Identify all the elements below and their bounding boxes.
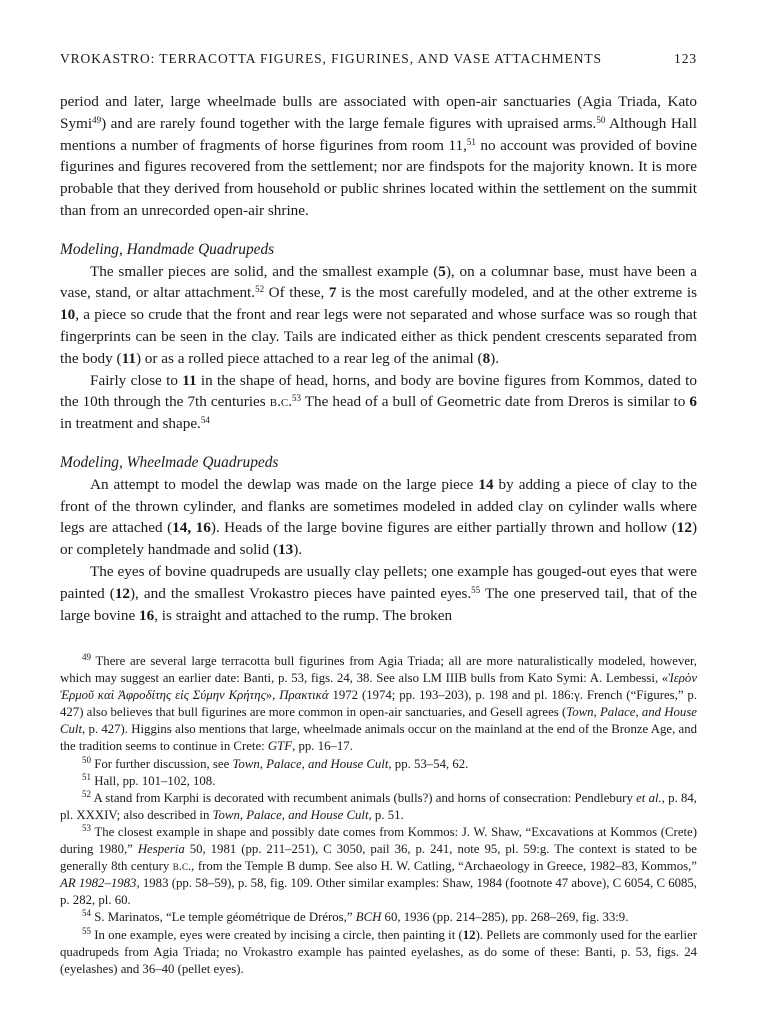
catalog-number: 7	[328, 284, 337, 302]
catalog-number: 14, 16	[172, 519, 211, 537]
citation-title: GTF	[267, 739, 293, 754]
text: 60, 1936 (pp. 214–285), pp. 268–269, fig. 33:9.	[381, 910, 629, 925]
text: In one example, eyes were created by incising a circle, then painting it (	[91, 927, 463, 942]
text: A stand from Karphi is decorated with recumbent animals (bulls?) and horns of consecration: Pendlebury	[91, 790, 637, 805]
text: The eyes of bovine quadrupeds are usually clay pellets; one example has gouged-out eyes that were painted (	[60, 562, 697, 602]
citation-title: Town, Palace, and House Cult	[60, 705, 697, 737]
text: no account was provided of bovine figurines and figures recovered from the settlement; nor are findspots for the majority known. It is more probable that they derived from household or public shrines located within the settlement on the summit than from an unrecorded open-air shrine.	[60, 136, 697, 219]
text: in the shape of head, horns, and body are bovine figures from Kommos, dated to the 10th through the 7th centuries	[60, 371, 697, 411]
catalog-number: 16	[139, 606, 155, 624]
page-body	[60, 50, 697, 626]
text: 1972 (1974; pp. 193–203), p. 198 and pl. 186:γ. French (“Figures,” p. 427) also believes that bull figurines are more common in open-air sanctuaries, and Gesell agrees (	[60, 688, 698, 720]
text: , 1983 (pp. 58–59), p. 58, fig. 109. Other similar examples: Shaw, 1984 (footnote 47 above), C 6054, C 6085, p. 282, pl. 60.	[60, 876, 697, 908]
text: Hall, pp. 101–102, 108.	[91, 773, 216, 788]
text: ), on a columnar base, must have been a vase, stand, or altar attachment.	[60, 262, 697, 302]
footnote-49	[60, 653, 697, 756]
text: Fairly close to	[90, 371, 183, 389]
text: in treatment and shape.	[60, 415, 201, 433]
footnote-number: 52	[82, 788, 91, 799]
text: ) or completely handmade and solid (	[60, 519, 697, 559]
text: ).	[293, 541, 303, 559]
text: »,	[265, 688, 280, 703]
text: , pp. 16–17.	[292, 739, 353, 754]
text: , a piece so crude that the front and rear legs were not separated and whose surface was so rough that fingerprints can be seen in the clay. Tails are indicated either as thick pendent crescents separated from the body (	[60, 306, 697, 367]
footnote-ref-52[interactable]: 52	[255, 284, 265, 295]
catalog-number: 10	[60, 306, 76, 324]
text: ).	[490, 349, 500, 367]
text: 50, 1981 (pp. 211–251), C 3050, pail 36, p. 241, note 95, pl. 59:g. The context is stated to be generally 8th century	[60, 842, 697, 874]
catalog-number: 12	[462, 927, 476, 942]
footnote-53	[60, 824, 697, 909]
catalog-number: 11	[121, 349, 136, 367]
page-number: 123	[674, 51, 697, 66]
footnote-54	[60, 909, 697, 926]
catalog-number: 12	[114, 584, 130, 602]
footnote-ref-53[interactable]: 53	[292, 393, 302, 404]
catalog-number: 11	[182, 371, 197, 389]
text: is the most carefully modeled, and at the other extreme is	[336, 284, 697, 302]
footnote-number: 53	[82, 822, 91, 833]
greek-journal: Πρακτικά	[279, 688, 329, 703]
text: , p. 51.	[368, 807, 404, 822]
catalog-number: 8	[482, 349, 491, 367]
running-title: VROKASTRO: TERRACOTTA FIGURES, FIGURINES, AND VASE ATTACHMENTS	[60, 51, 602, 66]
citation-title: Hesperia	[137, 842, 185, 857]
text: There are several large terracotta bull figurines from Agia Triada; all are more naturalistically modeled, however, which may suggest an earlier date: Banti, p. 53, figs. 24, 38. See also LM IIIB bulls from Kato Symi: A. Lembessi, «	[60, 654, 697, 686]
footnotes	[60, 653, 697, 978]
paragraph-5	[60, 561, 697, 626]
text: An attempt to model the dewlap was made on the large piece	[90, 475, 479, 493]
text: Although Hall mentions a number of fragments of horse figurines from room 11,	[60, 114, 697, 154]
catalog-number: 12	[676, 519, 692, 537]
section-heading-handmade: Modeling, Handmade Quadrupeds	[60, 240, 275, 258]
catalog-number: 13	[278, 541, 294, 559]
text: ). Pellets are commonly used for the earlier quadrupeds from Agia Triada; no Vrokastro example has painted eyelashes, as do some of these: Banti, p. 53, figs. 24 (eyelashes) and 36–40 (pellet eyes).	[60, 927, 697, 976]
footnote-55	[60, 927, 697, 978]
text: , p. 84, pl. XXXIV; also described in	[60, 790, 698, 822]
footnote-number: 54	[82, 908, 91, 919]
paragraph-2	[60, 261, 697, 370]
text: , pp. 53–54, 62.	[388, 756, 469, 771]
text: ) or as a rolled piece attached to a rear leg of the animal (	[135, 349, 483, 367]
citation-title: Town, Palace, and House Cult	[212, 807, 369, 822]
footnote-ref-55[interactable]: 55	[471, 584, 481, 595]
footnote-50	[60, 756, 697, 773]
text: ) and are rarely found together with the large female figures with upraised arms.	[101, 114, 597, 132]
era-abbreviation: b.c.	[172, 859, 192, 874]
footnote-ref-50[interactable]: 50	[596, 114, 606, 125]
catalog-number: 14	[478, 475, 494, 493]
text: , is straight and attached to the rump. The broken	[154, 606, 453, 624]
text: , p. 427). Higgins also mentions that large, wheelmade animals occur on the mainland at the end of the Bronze Age, and the tradition seems to continue in Crete:	[60, 722, 697, 754]
era-abbreviation: b.c.	[269, 393, 293, 411]
citation-title: BCH	[355, 910, 382, 925]
footnote-52	[60, 790, 697, 824]
text: The one preserved tail, that of the large bovine	[60, 584, 697, 624]
paragraph-4	[60, 474, 697, 561]
footnote-number: 49	[82, 652, 91, 662]
greek-title: Ἱερὸν Ἑρμοῦ καὶ Ἀφροδίτης εἰς Σύμην Κρήτης	[60, 671, 697, 703]
footnote-number: 50	[82, 754, 91, 765]
footnote-ref-49[interactable]: 49	[92, 114, 102, 125]
text: S. Marinatos, “Le temple géométrique de Dréros,”	[91, 910, 356, 925]
footnote-ref-51[interactable]: 51	[466, 136, 476, 147]
text: The smaller pieces are solid, and the smallest example (	[90, 262, 439, 280]
text: For further discussion, see	[91, 756, 233, 771]
citation-italic: et al.	[636, 790, 662, 805]
footnote-number: 51	[82, 771, 91, 782]
text: , from the Temple B dump. See also H. W. Catling, “Archaeology in Greece, 1982–83, Kommos,”	[191, 859, 697, 874]
catalog-number: 6	[689, 393, 697, 411]
catalog-number: 5	[438, 262, 446, 280]
citation-title: Town, Palace, and House Cult	[232, 756, 389, 771]
text: The closest example in shape and possibly date comes from Kommos: J. W. Shaw, “Excavations at Kommos (Crete) during 1980,”	[60, 824, 697, 857]
text: Of these,	[264, 284, 329, 302]
footnote-number: 55	[82, 925, 91, 936]
footnote-51	[60, 773, 697, 790]
text: ). Heads of the large bovine figures are either partially thrown and hollow (	[210, 519, 677, 537]
citation-title: AR 1982–1983	[60, 876, 137, 891]
running-header	[60, 50, 697, 68]
section-heading-wheelmade: Modeling, Wheelmade Quadrupeds	[60, 453, 279, 471]
text: The head of a bull of Geometric date from Dreros is similar to	[301, 393, 690, 411]
footnote-ref-54[interactable]: 54	[200, 415, 210, 426]
text: ), and the smallest Vrokastro pieces have painted eyes.	[130, 584, 472, 602]
paragraph-3	[60, 370, 697, 435]
paragraph-1	[60, 91, 697, 222]
text: by adding a piece of clay to the front of the thrown cylinder, and flanks are sometimes modeled in added clay on cylinder walls where legs are attached (	[60, 475, 697, 537]
text: period and later, large wheelmade bulls are associated with open-air sanctuaries (Agia Triada, Kato Symi	[60, 93, 697, 132]
